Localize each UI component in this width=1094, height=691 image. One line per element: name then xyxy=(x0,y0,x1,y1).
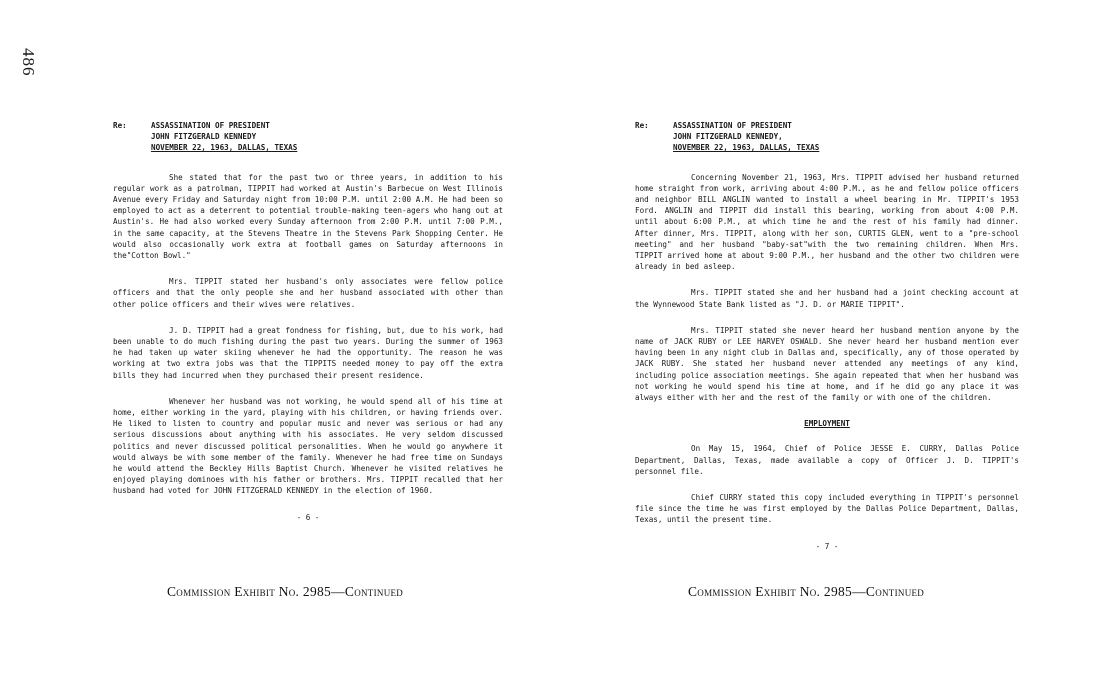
re-subject xyxy=(151,120,297,154)
re-line: ASSASSINATION OF PRESIDENT xyxy=(151,121,270,130)
re-line: NOVEMBER 22, 1963, DALLAS, TEXAS xyxy=(151,143,298,153)
paragraph: Concerning November 21, 1963, Mrs. TIPPIT advised her husband returned home straight from work, arriving about 4:00 P.M., as he and fellow police officers and neighbor BILL ANGLIN wanted to install a wheel bearing in Mr. TIPPIT's 1953 Ford. ANGLIN and TIPPIT did install this bearing, working from about 4:00 P.M. until about 6:00 P.M., at which time he and the rest of his family had dinner. After dinner, Mrs. TIPPIT, along with her son, CURTIS GLEN, went to a "pre-school meeting" and her husband "baby-sat"with the two remaining children. When Mrs. TIPPIT arrived home at about 9:00 P.M., her husband and the other two children were already in bed asleep. xyxy=(635,172,1019,272)
document-page-7 xyxy=(635,120,1019,552)
paragraph: Mrs. TIPPIT stated she and her husband had a joint checking account at the Wynnewood State Bank listed as "J. D. or MARIE TIPPIT". xyxy=(635,288,1019,309)
page-number: - 6 - xyxy=(296,512,320,522)
paragraph: Mrs. TIPPIT stated her husband's only associates were fellow police officers and that the only people she and her husband associated with other than other police officers and their wives were relatives. xyxy=(113,277,503,309)
re-label: Re: xyxy=(113,121,127,130)
exhibit-caption: Commission Exhibit No. 2985—Continued xyxy=(167,584,404,599)
paragraph: On May 15, 1964, Chief of Police JESSE E. CURRY, Dallas Police Department, Dallas, Texas, made available a copy of Officer J. D. TIPPIT's personnel file. xyxy=(635,444,1019,476)
paragraph: She stated that for the past two or three years, in addition to his regular work as a patrolman, TIPPIT had worked at Austin's Barbecue on West Illinois Avenue every Friday and Saturday night from 10:00 P.M. until 2:00 A.M. He had been so employed to act as a deterrent to potential trouble-making teen-agers who hang out at Austin's. He had also worked every Sunday afternoon from 2:00 P.M. until 7:00 P.M., in the same capacity, at the Stevens Theatre in the Stevens Park Shopping Center. He would also occasionally work extra at football games on Saturday afternoons in the"Cotton Bowl." xyxy=(113,172,503,261)
re-line: NOVEMBER 22, 1963, DALLAS, TEXAS xyxy=(673,143,820,153)
paragraph: Chief CURRY stated this copy included everything in TIPPIT's personnel file since the time he was first employed by the Dallas Police Department, Dallas, Texas, until the present time. xyxy=(635,493,1019,525)
paragraph: Mrs. TIPPIT stated she never heard her husband mention anyone by the name of JACK RUBY or LEE HARVEY OSWALD. She never heard her husband mention ever having been in any night club in Dallas and, specifically, any of those operated by JACK RUBY. She stated her husband never attended any meetings of any kind, including police association meetings. She again repeated that when her husband was not working he would spend his time at home, and if he did go any place it was always either with her and the rest of the family or with one of the children. xyxy=(635,325,1019,403)
re-line: ASSASSINATION OF PRESIDENT xyxy=(673,121,792,130)
page-number: - 7 - xyxy=(815,541,839,551)
re-header xyxy=(113,120,503,154)
paragraph: Whenever her husband was not working, he would spend all of his time at home, either working in the yard, playing with his children, or having friends over. He liked to listen to country and popular music and never was serious or had any serious discussions about anything with his associates. He very seldom discussed politics and never discussed political personalities. When he would go anywhere it would always be with some member of the family. Whenever he had free time on Sundays he would attend the Beckley Hills Baptist Church. Whenever he visited relatives he enjoyed playing dominoes with his father or brothers. Mrs. TIPPIT recalled that her husband had voted for JOHN FITZGERALD KENNEDY in the election of 1960. xyxy=(113,396,503,496)
side-page-number: 486 xyxy=(19,48,38,77)
exhibit-caption: Commission Exhibit No. 2985—Continued xyxy=(688,584,925,599)
re-label: Re: xyxy=(635,121,649,130)
paragraph: J. D. TIPPIT had a great fondness for fishing, but, due to his work, had been unable to do much fishing during the past two years. During the summer of 1963 he had taken up water skiing whenever he had the opportunity. The reason he was working at two extra jobs was that the TIPPITS needed money to pay off the extra bills they had incurred when they purchased their present residence. xyxy=(113,325,503,380)
re-line: JOHN FITZGERALD KENNEDY, xyxy=(673,132,783,142)
document-page-6 xyxy=(113,120,503,523)
re-subject xyxy=(673,120,819,154)
re-line: JOHN FITZGERALD KENNEDY xyxy=(151,132,257,142)
re-header xyxy=(635,120,1019,154)
section-heading: EMPLOYMENT xyxy=(804,419,850,429)
